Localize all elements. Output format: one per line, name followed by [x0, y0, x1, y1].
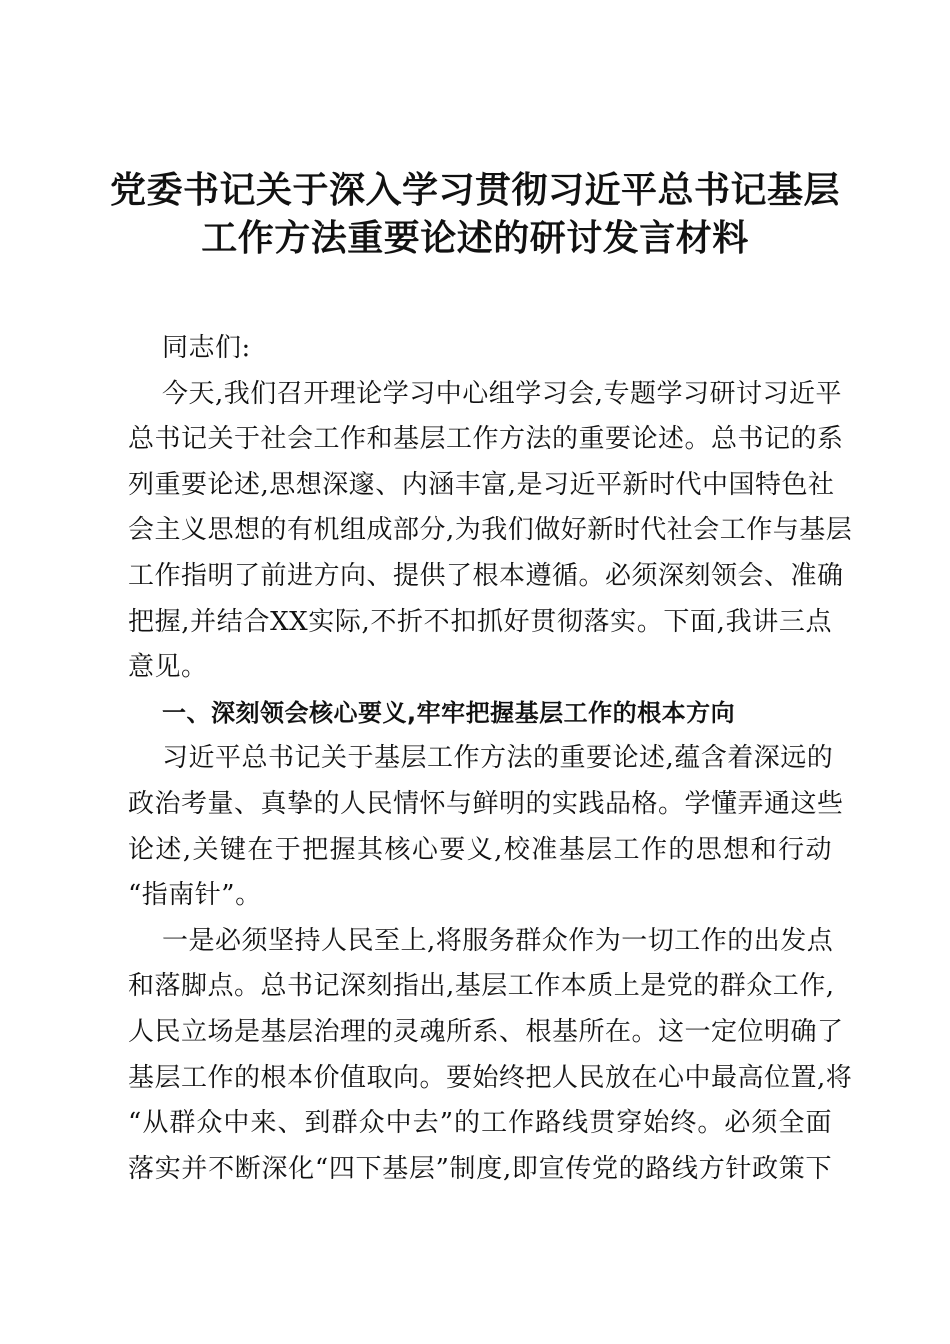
text-line: 基层工作的根本价值取向。要始终把人民放在心中最高位置,将 [128, 1062, 853, 1093]
text-line: “指南针”。 [128, 880, 262, 911]
title-line: 党委书记关于深入学习贯彻习近平总书记基层 [109, 169, 840, 211]
text-line: 落实并不断深化“四下基层”制度,即宣传党的路线方针政策下 [128, 1153, 832, 1184]
text-line: 政治考量、真挚的人民情怀与鲜明的实践品格。学懂弄通这些 [128, 788, 844, 819]
text-line: 工作指明了前进方向、提供了根本遵循。必须深刻领会、准确 [128, 560, 844, 591]
text-line: 意见。 [128, 652, 208, 683]
text-line: 一是必须坚持人民至上,将服务群众作为一切工作的出发点 [162, 925, 834, 956]
document-body [128, 326, 853, 1192]
text-line: 会主义思想的有机组成部分,为我们做好新时代社会工作与基层 [128, 515, 853, 546]
text-line: 列重要论述,思想深邃、内涵丰富,是习近平新时代中国特色社 [128, 469, 835, 500]
section-paragraph [128, 736, 844, 918]
text-line: 论述,关键在于把握其核心要义,校准基层工作的思想和行动 [128, 834, 832, 865]
section-heading: 一、深刻领会核心要义,牢牢把握基层工作的根本方向 [162, 698, 736, 727]
point-one-paragraph [128, 919, 853, 1193]
text-line: 把握,并结合XX实际,不折不扣抓好贯彻落实。下面,我讲三点 [128, 606, 832, 637]
title-line: 工作方法重要论述的研讨发言材料 [201, 217, 749, 259]
text-line: 和落脚点。总书记深刻指出,基层工作本质上是党的群众工作, [128, 971, 835, 1002]
intro-paragraph [128, 372, 853, 691]
text-line: 今天,我们召开理论学习中心组学习会,专题学习研讨习近平 [162, 378, 843, 409]
text-line: 人民立场是基层治理的灵魂所系、根基所在。这一定位明确了 [128, 1016, 844, 1047]
text-line: 习近平总书记关于基层工作方法的重要论述,蕴含着深远的 [162, 743, 834, 774]
text-line: “从群众中来、到群众中去”的工作路线贯穿始终。必须全面 [128, 1108, 832, 1139]
text-line: 总书记关于社会工作和基层工作方法的重要论述。总书记的系 [128, 424, 844, 455]
salutation: 同志们: [162, 333, 251, 363]
document-title [100, 166, 850, 262]
